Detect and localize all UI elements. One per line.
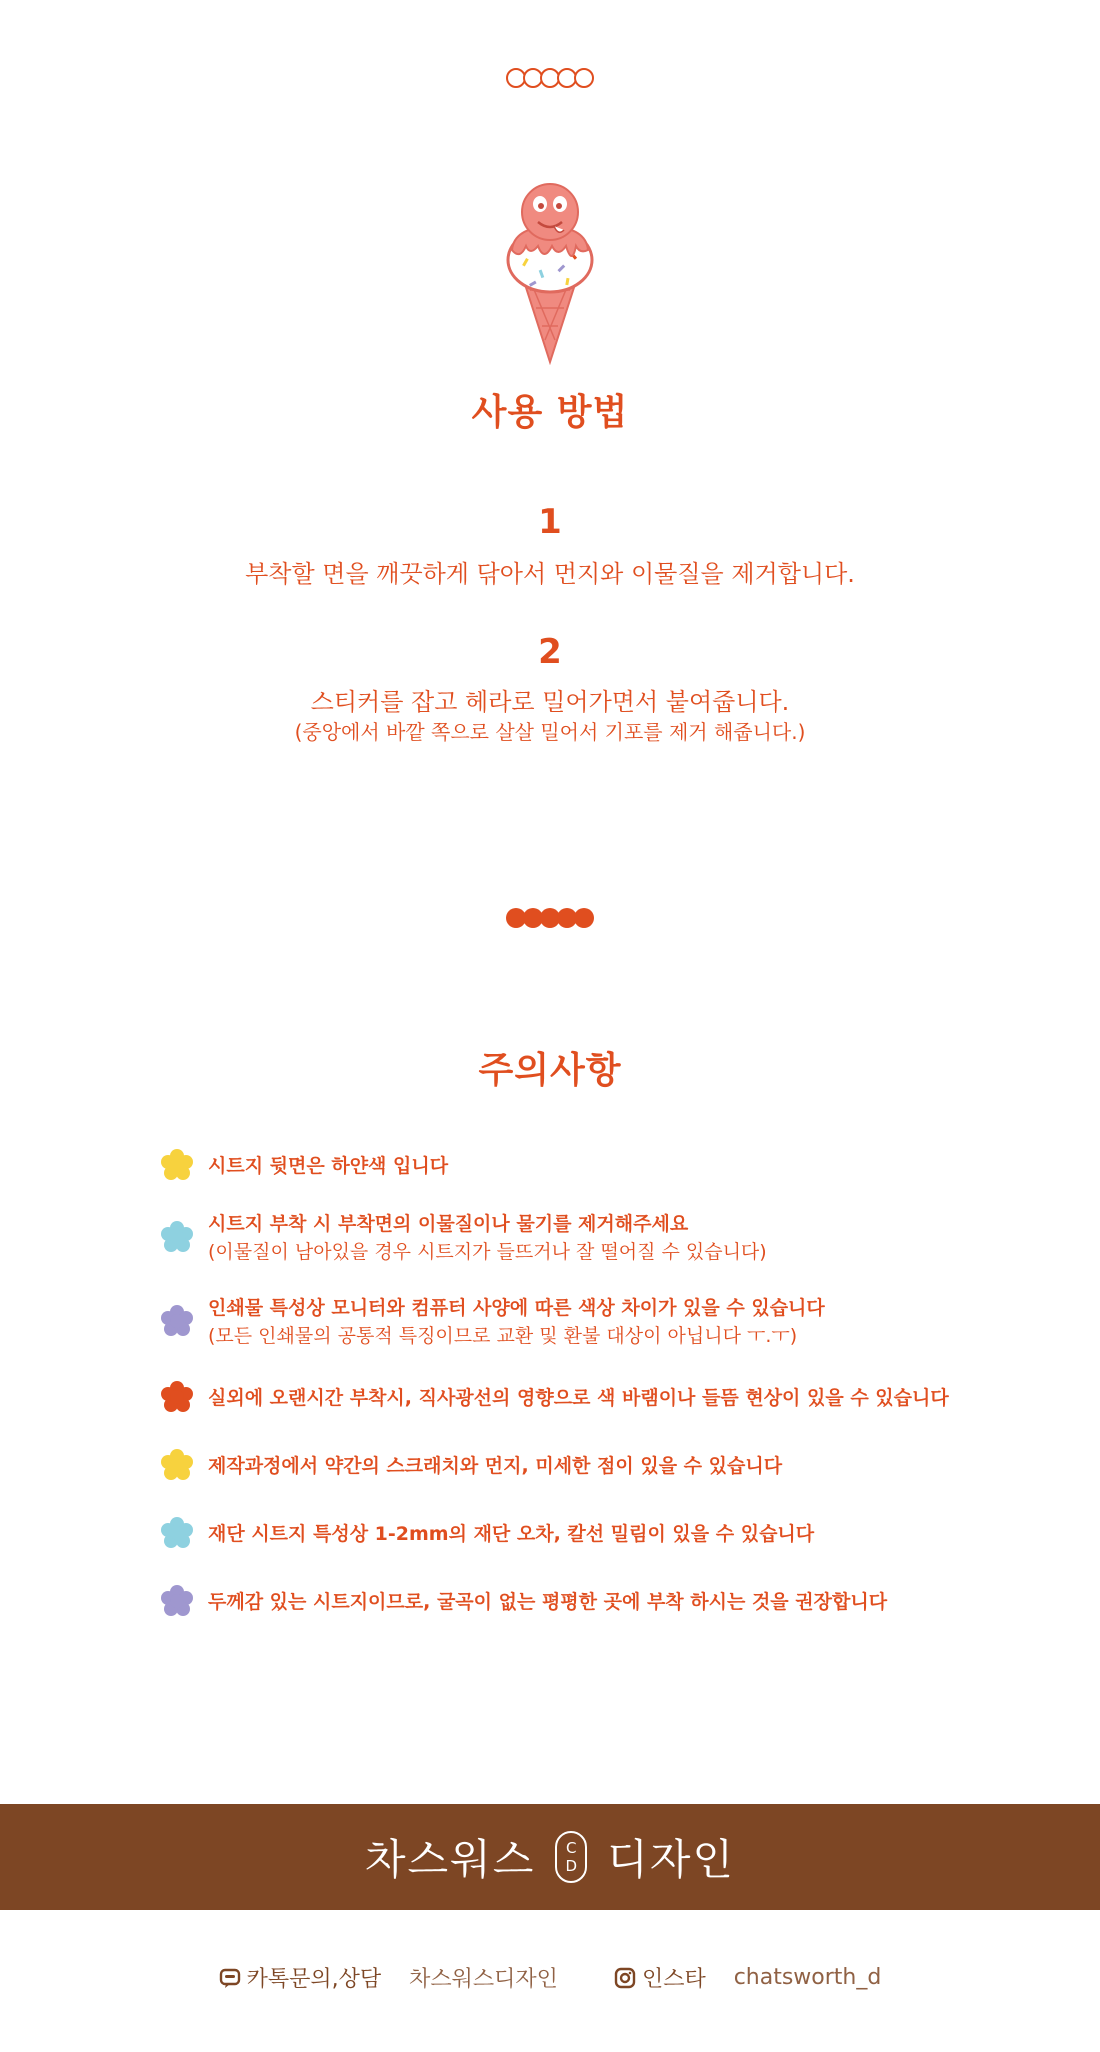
- chat-bubble-icon: [219, 1967, 241, 1989]
- caution-text: 제작과정에서 약간의 스크래치와 먼지, 미세한 점이 있을 수 있습니다: [208, 1455, 783, 1477]
- brand-name-left: 차스워스: [364, 1835, 536, 1884]
- dot: [574, 908, 594, 928]
- caution-item: [160, 1152, 1020, 1182]
- caution-subtext: (이물질이 남아있을 경우 시트지가 들뜨거나 잘 떨어질 수 있습니다): [208, 1241, 767, 1263]
- caution-text: 시트지 뒷면은 하얀색 입니다: [208, 1155, 449, 1177]
- yellow-flower-icon: [160, 1448, 194, 1482]
- caution-item: [160, 1588, 1020, 1618]
- kakao-contact-value[interactable]: 차스워스디자인: [409, 1967, 558, 1992]
- instagram-handle[interactable]: chatsworth_d: [733, 1965, 882, 1990]
- caution-item: [160, 1294, 1020, 1350]
- logo-letter-top: C: [566, 1839, 577, 1857]
- caution-title: 주의사항: [478, 1050, 622, 1091]
- purple-flower-icon: [160, 1584, 194, 1618]
- caution-text: 재단 시트지 특성상 1-2mm의 재단 오차, 칼선 밀림이 있을 수 있습니다: [208, 1523, 815, 1545]
- caution-text: 두께감 있는 시트지이므로, 굴곡이 없는 평평한 곳에 부착 하시는 것을 권장합니다: [208, 1591, 888, 1613]
- caution-text: 실외에 오랜시간 부착시, 직사광선의 영향으로 색 바램이나 들뜸 현상이 있을 수 있습니다: [208, 1387, 949, 1409]
- yellow-flower-icon: [160, 1148, 194, 1182]
- blue-flower-icon: [160, 1220, 194, 1254]
- caution-item: [160, 1452, 1020, 1482]
- footer-brand-bar: [0, 1804, 1100, 1910]
- instagram-label: 인스타: [641, 1967, 706, 1992]
- dot: [574, 68, 594, 88]
- step-text: 부착할 면을 깨끗하게 닦아서 먼지와 이물질을 제거합니다.: [245, 560, 855, 588]
- caution-item: [160, 1520, 1020, 1550]
- blue-flower-icon: [160, 1516, 194, 1550]
- step-text: 스티커를 잡고 헤라로 밀어가면서 붙여줍니다.: [310, 688, 790, 716]
- caution-text: 시트지 부착 시 부착면의 이물질이나 물기를 제거해주세요: [208, 1213, 689, 1235]
- step-number: 2: [538, 632, 562, 672]
- decorative-dots-filled: [0, 908, 1100, 928]
- brand-name-right: 디자인: [607, 1835, 735, 1884]
- kakao-contact-label: 카톡문의,상담: [246, 1967, 382, 1992]
- caution-subtext: (모든 인쇄물의 공통적 특징이므로 교환 및 환불 대상이 아닙니다 ㅜ.ㅜ): [208, 1325, 798, 1347]
- step-number: 1: [538, 502, 562, 542]
- decorative-dots-outline: [0, 68, 1100, 88]
- orange-flower-icon: [160, 1380, 194, 1414]
- caution-text: 인쇄물 특성상 모니터와 컴퓨터 사양에 따른 색상 차이가 있을 수 있습니다: [208, 1297, 825, 1319]
- caution-item: [160, 1384, 1020, 1414]
- caution-item: [160, 1210, 1020, 1266]
- brand-logo-icon: [555, 1831, 587, 1883]
- instagram-icon: [614, 1967, 636, 1989]
- usage-title: 사용 방법: [471, 392, 629, 433]
- purple-flower-icon: [160, 1304, 194, 1338]
- ice-cream-icon: [500, 180, 600, 365]
- logo-letter-bottom: D: [565, 1857, 578, 1875]
- step-subtext: (중앙에서 바깥 쪽으로 살살 밀어서 기포를 제거 해줍니다.): [294, 720, 806, 744]
- contact-row: [0, 1962, 1100, 1993]
